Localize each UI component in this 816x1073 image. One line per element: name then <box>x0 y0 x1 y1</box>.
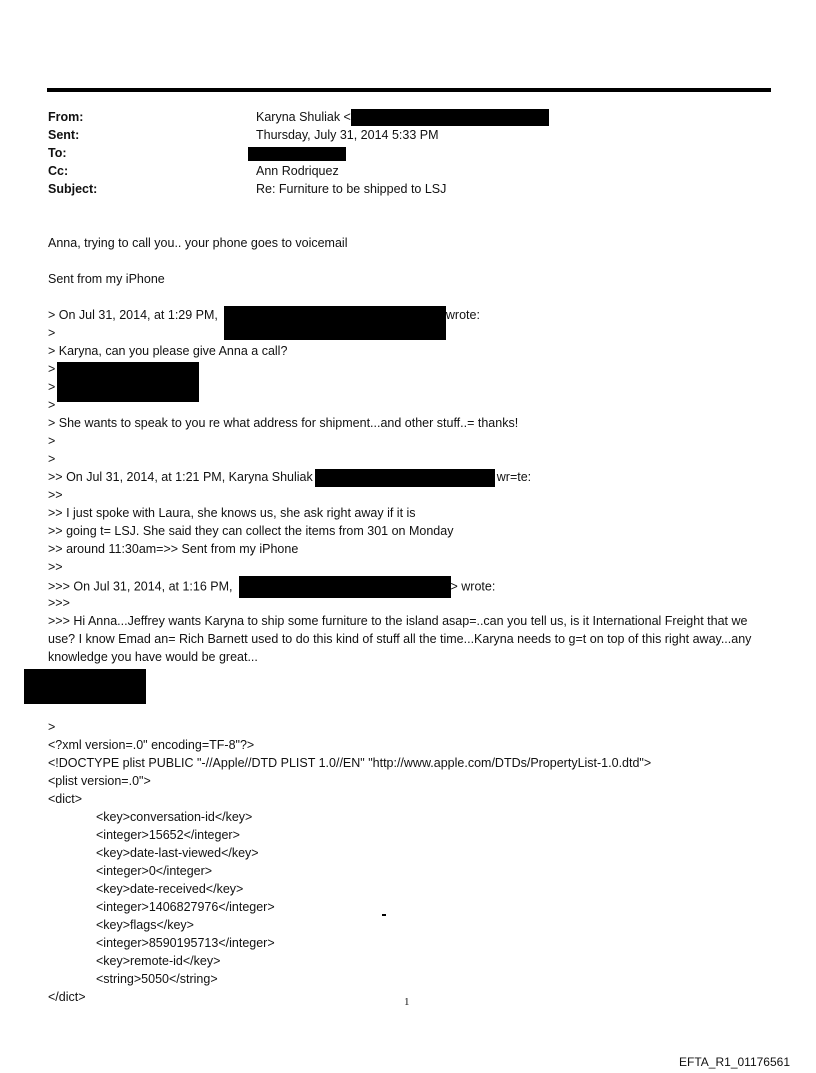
header-rule <box>47 88 771 92</box>
quote-text: >>> On Jul 31, 2014, at 1:16 PM, <box>48 579 233 594</box>
cc-label: Cc: <box>48 164 69 178</box>
from-label: From: <box>48 110 84 124</box>
redaction <box>351 109 549 126</box>
quote-line <box>48 306 768 324</box>
redaction <box>24 669 146 704</box>
xml-line: <integer>1406827976</integer> <box>96 900 275 914</box>
quote-line: > <box>48 326 56 340</box>
quote-line: > <box>48 398 56 412</box>
from-name: Karyna Shuliak < <box>256 110 351 124</box>
cc-row <box>48 162 768 180</box>
redaction <box>239 576 451 598</box>
xml-block <box>48 718 788 1006</box>
quote-line <box>48 576 768 594</box>
body-line: Sent from my iPhone <box>48 272 165 286</box>
quote-line <box>48 468 768 486</box>
quote-line: > <box>48 362 56 376</box>
xml-line: <plist version=.0"> <box>48 774 151 788</box>
quote-line: >> <box>48 560 63 574</box>
xml-line: <key>conversation-id</key> <box>96 810 253 824</box>
stray-mark <box>382 914 386 916</box>
subject-row <box>48 180 768 198</box>
quote-line: >>> <box>48 596 70 610</box>
redaction <box>315 469 495 487</box>
quote-line: > <box>48 434 56 448</box>
quote-text: >> On Jul 31, 2014, at 1:21 PM, Karyna Shuliak <box>48 470 313 484</box>
xml-line: <key>date-last-viewed</key> <box>96 846 259 860</box>
xml-line: <integer>8590195713</integer> <box>96 936 275 950</box>
quote-line: >> going t= LSJ. She said they can collect the items from 301 on Monday <box>48 524 454 538</box>
xml-line: <?xml version=.0" encoding=TF-8"?> <box>48 738 255 752</box>
quote-line: > <box>48 452 56 466</box>
subject-label: Subject: <box>48 182 98 196</box>
quote-text: wr=te: <box>496 470 532 484</box>
quote-line <box>48 378 768 396</box>
xml-line: <key>date-received</key> <box>96 882 244 896</box>
xml-line: <key>remote-id</key> <box>96 954 221 968</box>
to-label: To: <box>48 146 67 160</box>
to-row <box>48 144 768 162</box>
quote-paragraph: >>> Hi Anna...Jeffrey wants Karyna to ship some furniture to the island asap=..can you tell us, is it International Freight that we use? I know Emad an= Rich Barnett used to do this kind of stuff all the time...Karyna needs to g=t on top of this right away...any knowledge you have would be great... <box>48 614 752 664</box>
xml-line: <integer>15652</integer> <box>96 828 240 842</box>
redaction <box>57 362 199 402</box>
xml-line: > <box>48 720 56 734</box>
email-header <box>48 108 768 198</box>
quote-text: > On Jul 31, 2014, at 1:29 PM, <box>48 308 218 322</box>
to-value <box>256 144 346 162</box>
xml-line: </dict> <box>48 990 86 1004</box>
document-id: EFTA_R1_01176561 <box>679 1055 790 1069</box>
redaction <box>248 147 346 161</box>
quote-line: >> I just spoke with Laura, she knows us, she ask right away if it is <box>48 506 416 520</box>
quote-line: > Karyna, can you please give Anna a call? <box>48 344 288 358</box>
sent-label: Sent: <box>48 128 80 142</box>
from-value <box>256 108 549 126</box>
quote-text: > wrote: <box>450 579 496 594</box>
cc-value: Ann Rodriquez <box>256 164 339 178</box>
sent-value: Thursday, July 31, 2014 5:33 PM <box>256 128 439 142</box>
quote-line: >> around 11:30am=>> Sent from my iPhone <box>48 542 299 556</box>
page-number: 1 <box>404 996 410 1008</box>
email-body <box>48 234 768 666</box>
xml-line: <!DOCTYPE plist PUBLIC "-//Apple//DTD PLIST 1.0//EN" "http://www.apple.com/DTDs/PropertyList-1.0.dtd"> <box>48 756 652 770</box>
sent-row <box>48 126 768 144</box>
xml-line: <string>5050</string> <box>96 972 218 986</box>
redaction <box>224 306 446 340</box>
xml-line: <dict> <box>48 792 83 806</box>
quote-line: >> <box>48 488 63 502</box>
subject-value: Re: Furniture to be shipped to LSJ <box>256 182 447 196</box>
xml-line: <key>flags</key> <box>96 918 194 932</box>
quote-line: > She wants to speak to you re what address for shipment...and other stuff..= thanks! <box>48 416 519 430</box>
xml-line: <integer>0</integer> <box>96 864 213 878</box>
quote-text: wrote: <box>445 308 480 322</box>
quote-text: > <box>48 380 56 394</box>
from-row <box>48 108 768 126</box>
body-line: Anna, trying to call you.. your phone goes to voicemail <box>48 236 348 250</box>
